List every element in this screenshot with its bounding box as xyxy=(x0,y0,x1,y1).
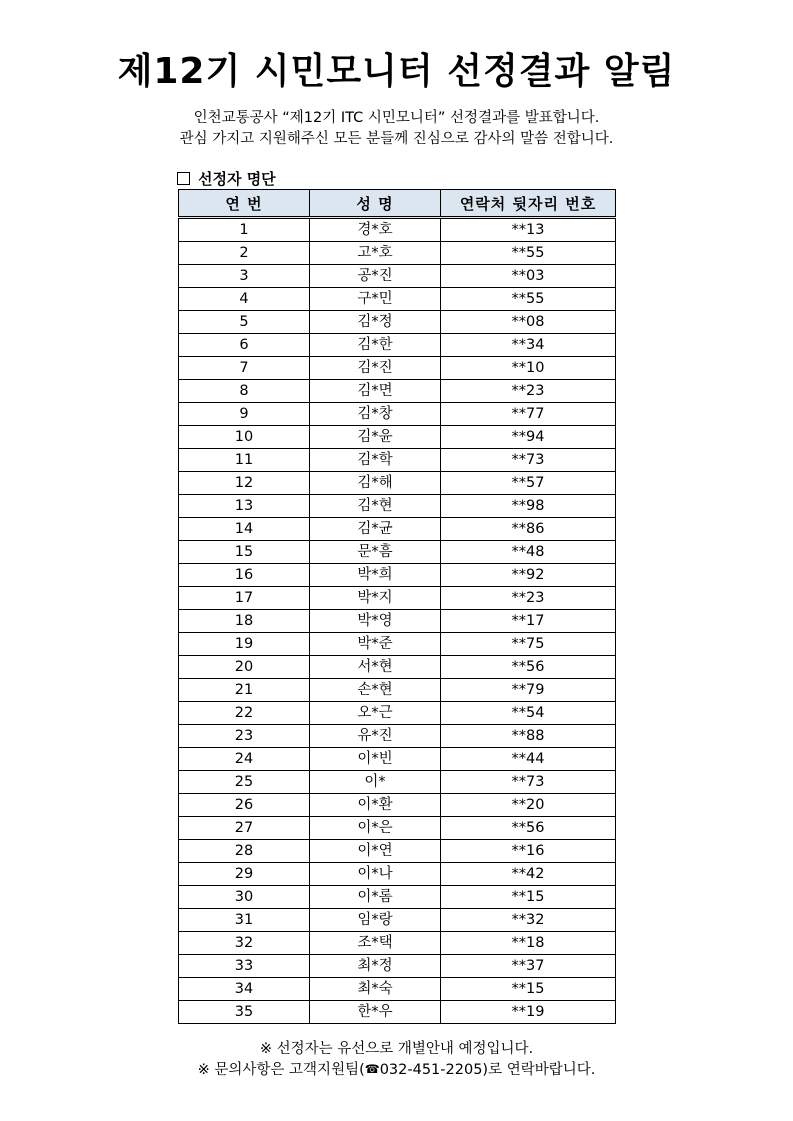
table-row xyxy=(179,633,616,656)
cell-phone-suffix: **55 xyxy=(441,242,616,265)
table-row xyxy=(179,242,616,265)
page-title: 제12기 시민모니터 선정결과 알림 xyxy=(117,51,676,92)
table-row xyxy=(179,932,616,955)
table-row xyxy=(179,495,616,518)
table-row xyxy=(179,1001,616,1024)
cell-number: 10 xyxy=(179,426,310,449)
table-row xyxy=(179,380,616,403)
cell-phone-suffix: **98 xyxy=(441,495,616,518)
cell-phone-suffix: **23 xyxy=(441,380,616,403)
cell-number: 30 xyxy=(179,886,310,909)
cell-phone-suffix: **19 xyxy=(441,1001,616,1024)
table-row xyxy=(179,449,616,472)
cell-number: 29 xyxy=(179,863,310,886)
cell-phone-suffix: **34 xyxy=(441,334,616,357)
cell-name: 이*나 xyxy=(310,863,441,886)
cell-name: 이*은 xyxy=(310,817,441,840)
cell-number: 27 xyxy=(179,817,310,840)
cell-name: 김*학 xyxy=(310,449,441,472)
cell-phone-suffix: **94 xyxy=(441,426,616,449)
note-line-2-prefix: ※ 문의사항은 고객지원팀( xyxy=(197,1062,365,1078)
cell-name: 이* xyxy=(310,771,441,794)
cell-name: 오*근 xyxy=(310,702,441,725)
table-row xyxy=(179,656,616,679)
table-row xyxy=(179,564,616,587)
cell-name: 이*환 xyxy=(310,794,441,817)
section-heading xyxy=(177,169,276,189)
cell-name: 김*정 xyxy=(310,311,441,334)
table-row xyxy=(179,978,616,1001)
cell-name: 박*지 xyxy=(310,587,441,610)
intro-text xyxy=(0,108,793,150)
cell-number: 31 xyxy=(179,909,310,932)
cell-number: 15 xyxy=(179,541,310,564)
cell-number: 14 xyxy=(179,518,310,541)
cell-phone-suffix: **15 xyxy=(441,886,616,909)
cell-name: 서*현 xyxy=(310,656,441,679)
cell-number: 25 xyxy=(179,771,310,794)
cell-number: 18 xyxy=(179,610,310,633)
table-row xyxy=(179,610,616,633)
cell-phone-suffix: **77 xyxy=(441,403,616,426)
selected-members-table xyxy=(178,189,616,1024)
cell-name: 최*정 xyxy=(310,955,441,978)
table-row xyxy=(179,265,616,288)
cell-phone-suffix: **73 xyxy=(441,449,616,472)
table-row xyxy=(179,863,616,886)
footer-notes xyxy=(0,1039,793,1080)
cell-number: 21 xyxy=(179,679,310,702)
cell-name: 김*진 xyxy=(310,357,441,380)
table-row xyxy=(179,794,616,817)
cell-phone-suffix: **55 xyxy=(441,288,616,311)
cell-phone-suffix: **16 xyxy=(441,840,616,863)
cell-name: 김*윤 xyxy=(310,426,441,449)
cell-name: 한*우 xyxy=(310,1001,441,1024)
cell-phone-suffix: **10 xyxy=(441,357,616,380)
cell-phone-suffix: **08 xyxy=(441,311,616,334)
cell-number: 16 xyxy=(179,564,310,587)
cell-phone-suffix: **56 xyxy=(441,817,616,840)
cell-name: 손*현 xyxy=(310,679,441,702)
cell-name: 김*창 xyxy=(310,403,441,426)
cell-phone-suffix: **54 xyxy=(441,702,616,725)
table-row xyxy=(179,909,616,932)
table-row xyxy=(179,771,616,794)
cell-phone-suffix: **18 xyxy=(441,932,616,955)
note-line-2 xyxy=(0,1059,793,1080)
section-heading-text: 선정자 명단 xyxy=(198,170,276,188)
table-row xyxy=(179,357,616,380)
note-line-1: ※ 선정자는 유선으로 개별안내 예정입니다. xyxy=(259,1041,534,1057)
cell-name: 임*랑 xyxy=(310,909,441,932)
cell-phone-suffix: **03 xyxy=(441,265,616,288)
cell-number: 17 xyxy=(179,587,310,610)
cell-number: 24 xyxy=(179,748,310,771)
intro-line-2: 관심 가지고 지원해주신 모든 분들께 진심으로 감사의 말씀 전합니다. xyxy=(179,131,614,147)
cell-name: 이*롬 xyxy=(310,886,441,909)
table-row xyxy=(179,679,616,702)
table-row xyxy=(179,518,616,541)
cell-name: 공*진 xyxy=(310,265,441,288)
column-header-name: 성 명 xyxy=(310,190,441,218)
cell-phone-suffix: **79 xyxy=(441,679,616,702)
table-row xyxy=(179,311,616,334)
cell-phone-suffix: **15 xyxy=(441,978,616,1001)
cell-number: 8 xyxy=(179,380,310,403)
cell-name: 조*택 xyxy=(310,932,441,955)
table-row xyxy=(179,955,616,978)
cell-number: 1 xyxy=(179,218,310,242)
cell-number: 35 xyxy=(179,1001,310,1024)
cell-name: 문*흠 xyxy=(310,541,441,564)
cell-name: 김*해 xyxy=(310,472,441,495)
cell-name: 최*숙 xyxy=(310,978,441,1001)
table-row xyxy=(179,748,616,771)
cell-phone-suffix: **23 xyxy=(441,587,616,610)
note-line-2-suffix: 032-451-2205)로 연락바랍니다. xyxy=(379,1062,596,1078)
table-row xyxy=(179,725,616,748)
cell-number: 22 xyxy=(179,702,310,725)
cell-phone-suffix: **44 xyxy=(441,748,616,771)
cell-number: 26 xyxy=(179,794,310,817)
cell-name: 김*한 xyxy=(310,334,441,357)
table-body xyxy=(179,218,616,1024)
cell-phone-suffix: **86 xyxy=(441,518,616,541)
cell-number: 20 xyxy=(179,656,310,679)
cell-number: 11 xyxy=(179,449,310,472)
cell-number: 19 xyxy=(179,633,310,656)
cell-number: 3 xyxy=(179,265,310,288)
cell-name: 이*빈 xyxy=(310,748,441,771)
cell-name: 구*민 xyxy=(310,288,441,311)
table-row xyxy=(179,334,616,357)
table-row xyxy=(179,587,616,610)
cell-number: 13 xyxy=(179,495,310,518)
cell-phone-suffix: **57 xyxy=(441,472,616,495)
cell-name: 김*현 xyxy=(310,495,441,518)
cell-phone-suffix: **48 xyxy=(441,541,616,564)
cell-phone-suffix: **75 xyxy=(441,633,616,656)
table-row xyxy=(179,288,616,311)
cell-name: 김*면 xyxy=(310,380,441,403)
cell-number: 23 xyxy=(179,725,310,748)
phone-icon: ☎ xyxy=(364,1062,380,1076)
column-header-phone: 연락처 뒷자리 번호 xyxy=(441,190,616,218)
cell-phone-suffix: **73 xyxy=(441,771,616,794)
cell-name: 유*진 xyxy=(310,725,441,748)
cell-number: 12 xyxy=(179,472,310,495)
cell-name: 경*호 xyxy=(310,218,441,242)
table-row xyxy=(179,472,616,495)
checkbox-square-icon xyxy=(177,172,190,185)
cell-name: 박*영 xyxy=(310,610,441,633)
table-row xyxy=(179,886,616,909)
cell-number: 9 xyxy=(179,403,310,426)
cell-phone-suffix: **37 xyxy=(441,955,616,978)
table-row xyxy=(179,541,616,564)
cell-name: 박*준 xyxy=(310,633,441,656)
column-header-number: 연 번 xyxy=(179,190,310,218)
cell-name: 김*균 xyxy=(310,518,441,541)
cell-number: 33 xyxy=(179,955,310,978)
table-row xyxy=(179,817,616,840)
cell-phone-suffix: **92 xyxy=(441,564,616,587)
cell-phone-suffix: **42 xyxy=(441,863,616,886)
cell-name: 고*호 xyxy=(310,242,441,265)
cell-phone-suffix: **17 xyxy=(441,610,616,633)
table-row xyxy=(179,426,616,449)
cell-number: 7 xyxy=(179,357,310,380)
cell-number: 34 xyxy=(179,978,310,1001)
table-row xyxy=(179,702,616,725)
cell-number: 2 xyxy=(179,242,310,265)
cell-number: 4 xyxy=(179,288,310,311)
cell-phone-suffix: **56 xyxy=(441,656,616,679)
cell-name: 박*희 xyxy=(310,564,441,587)
cell-phone-suffix: **32 xyxy=(441,909,616,932)
table-header-row xyxy=(179,190,616,218)
cell-number: 6 xyxy=(179,334,310,357)
table-row xyxy=(179,403,616,426)
cell-phone-suffix: **20 xyxy=(441,794,616,817)
cell-number: 32 xyxy=(179,932,310,955)
table-row xyxy=(179,840,616,863)
cell-number: 5 xyxy=(179,311,310,334)
cell-name: 이*연 xyxy=(310,840,441,863)
table-row xyxy=(179,218,616,242)
cell-phone-suffix: **88 xyxy=(441,725,616,748)
cell-number: 28 xyxy=(179,840,310,863)
cell-phone-suffix: **13 xyxy=(441,218,616,242)
intro-line-1: 인천교통공사 “제12기 ITC 시민모니터” 선정결과를 발표합니다. xyxy=(193,110,600,126)
